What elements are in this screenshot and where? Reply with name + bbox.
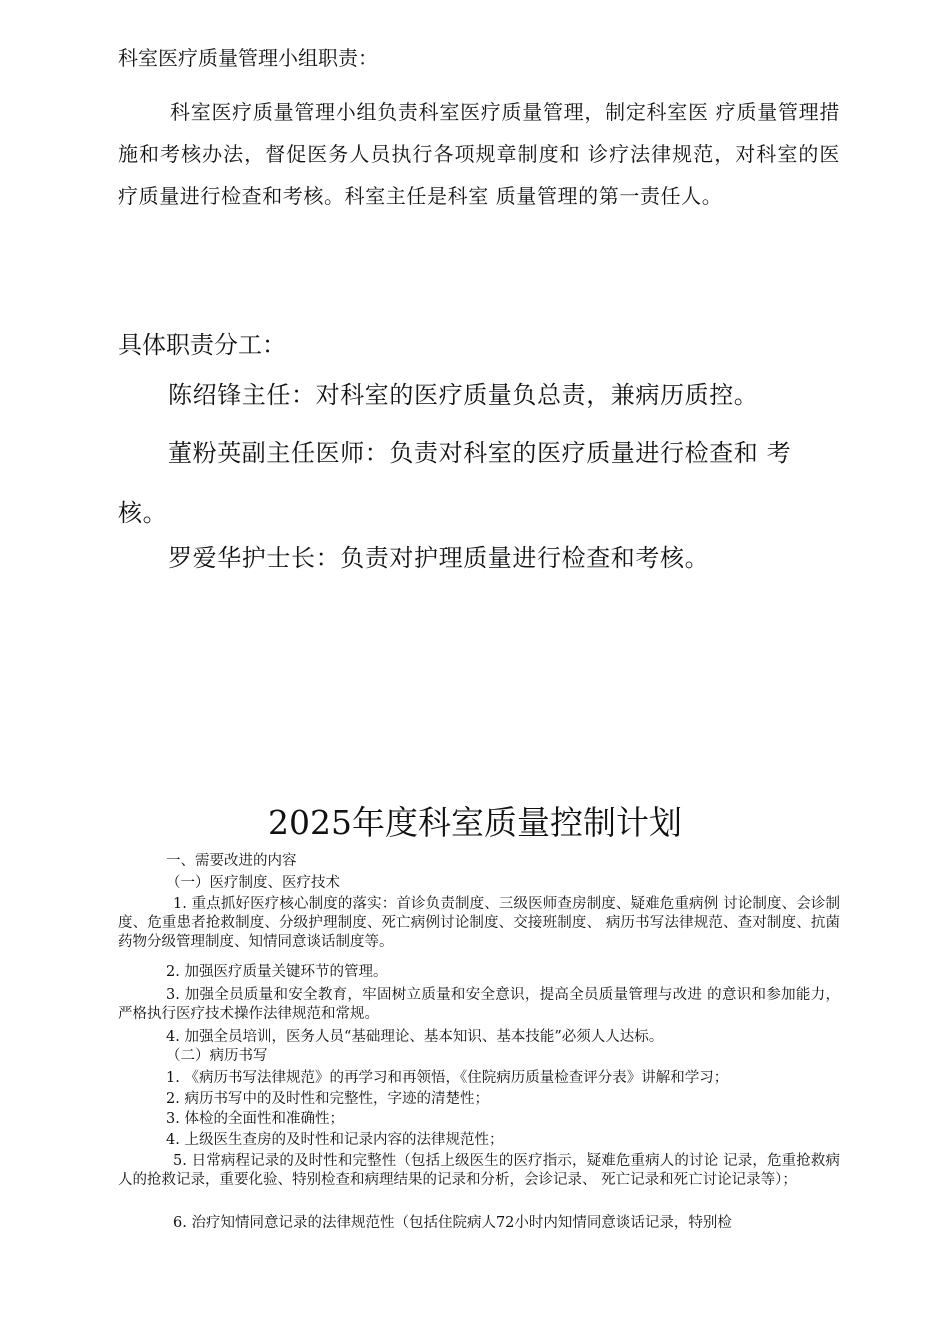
list-item: 1. 《病历书写法律规范》的再学习和再领悟，《住院病历质量检查评分表》讲解和学习； — [166, 1070, 729, 1086]
division-heading: 具体职责分工： — [118, 331, 286, 359]
duty-item: 陈绍锋主任：对科室的医疗质量负总责，兼病历质控。 — [168, 381, 759, 409]
responsibility-heading: 科室医疗质量管理小组职责： — [118, 46, 378, 70]
list-item: 1. 重点抓好医疗核心制度的落实：首诊负责制度、三级医师查房制度、疑难危重病例 讨论制度、会诊制度、危重患者抢救制度、分级护理制度、死亡病例讨论制度、交接班制度、 病历书写法律规范、查对制度、抗菌药物分级管理制度、知情同意谈话制度等。 — [118, 896, 840, 950]
plan-title: 2025年度科室质量控制计划 — [268, 803, 682, 842]
list-item: 4. 加强全员培训，医务人员“基础理论、基本知识、基本技能”必须人人达标。 — [166, 1029, 664, 1045]
list-item: 2. 加强医疗质量关键环节的管理。 — [166, 964, 388, 980]
duty-item: 董粉英副主任医师：负责对科室的医疗质量进行检查和 考核。 — [118, 439, 792, 527]
list-item: 3. 加强全员质量和安全教育，牢固树立质量和安全意识，提高全员质量管理与改进 的意识和参加能力，严格执行医疗技术操作法律规范和常规。 — [118, 987, 840, 1022]
subsection-heading: （一）医疗制度、医疗技术 — [166, 875, 340, 891]
list-item: 3. 体检的全面性和准确性； — [166, 1111, 344, 1127]
list-item: 2. 病历书写中的及时性和完整性，字迹的清楚性； — [166, 1091, 489, 1107]
responsibility-paragraph: 科室医疗质量管理小组负责科室医疗质量管理，制定科室医 疗质量管理措施和考核办法，督促医务人员执行各项规章制度和 诊疗法律规范，对科室的医疗质量进行检查和考核。科室主任是科室 质量管理的第一责任人。 — [118, 100, 840, 208]
list-item: 4. 上级医生查房的及时性和记录内容的法律规范性； — [166, 1132, 504, 1148]
list-item: 5. 日常病程记录的及时性和完整性（包括上级医生的医疗指示，疑难危重病人的讨论 记录，危重抢救病人的抢救记录，重要化验、特别检查和病理结果的记录和分析，会诊记录、 死亡记录和死亡讨论记录等）； — [118, 1153, 840, 1188]
section-heading: 一、需要改进的内容 — [166, 853, 297, 869]
subsection-heading: （二）病历书写 — [166, 1048, 268, 1064]
list-item: 6. 治疗知情同意记录的法律规范性（包括住院病人72小时内知情同意谈话记录，特别检 — [173, 1215, 732, 1231]
duty-item: 罗爱华护士长：负责对护理质量进行检查和考核。 — [168, 544, 710, 572]
